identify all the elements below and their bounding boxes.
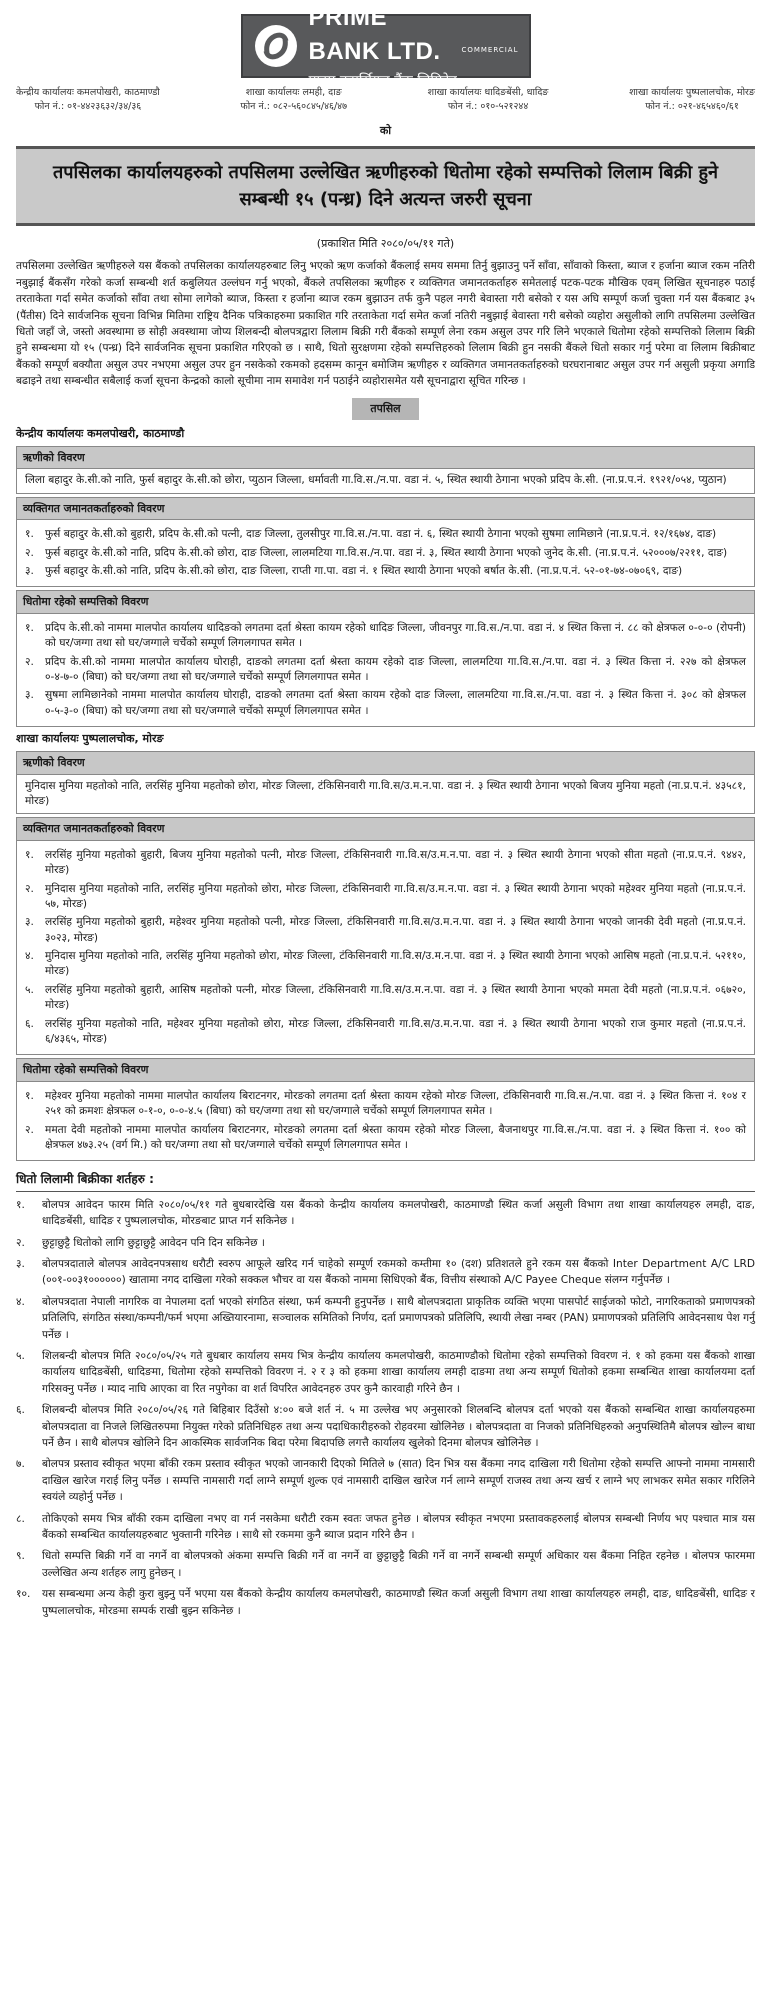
bank-logo — [241, 3, 531, 90]
condition-item — [16, 1586, 755, 1619]
guarantor-list — [16, 840, 755, 1055]
collateral-list — [16, 613, 755, 727]
published-date: (प्रकाशित मिति २०८०/०५/११ गते) — [316, 237, 455, 251]
item-text: महेश्वर मुनिया महतोको नाममा मालपोत कार्यालय बिराटनगर, मोरङको लगतमा दर्ता श्रेस्ता कायम रहेको मोरङ जिल्ला, टंकिसिनवारी गा.वि.स./न.पा. वडा नं. ३ स्थित कित्ता नं. १०४ र २५१ को क्रमशः क्षेत्रफल ०-१-०, ०-०-४.५ (बिघा) को घर/जग्गा तथा सो घर/जग्गाले चर्चेको सम्पूर्ण लिगलगापत समेत । — [45, 1089, 746, 1118]
list-item — [25, 655, 746, 686]
condition-item — [16, 1402, 755, 1451]
item-text: प्रदिप के.सी.को नाममा मालपोत कार्यालय घोराही, दाङको लगतमा दर्ता श्रेस्ता कायम रहेको दाङ जिल्ला, लालमटिया गा.वि.स./न.पा. वडा नं. ३ स्थित कित्ता नं. २२७ को क्षेत्रफल ०-४-७-० (बिघा) को घर/जग्गा तथा सो घर/जग्गाले चर्चेको सम्पूर्ण लिगलगापत समेत । — [45, 655, 746, 683]
item-text: फुर्स बहादुर के.सी.को बुहारी, प्रदिप के.सी.को पत्नी, दाङ जिल्ला, तुलसीपुर गा.वि.स./न.पा. वडा नं. ६, स्थित स्थायी ठेगाना भएको सुषमा लामिछाने (ना.प्र.प.नं. १२/१६७४, दाङ) — [45, 528, 717, 541]
borrower-text: लिला बहादुर के.सी.को नाति, फुर्स बहादुर के.सी.को छोरा, प्युठान जिल्ला, धर्मावती गा.वि.स./न.पा. वडा नं. ५, स्थित स्थायी ठेगाना भएको प्रदिप के.सी. (ना.प्र.प.नं. १९२१/०५४, प्युठान) — [25, 474, 727, 487]
item-number: ६. — [25, 1017, 34, 1030]
list-item — [25, 949, 746, 980]
condition-item — [16, 1456, 755, 1505]
item-text: बोलपत्रदाताले बोलपत्र आवेदनपत्रसाथ धरौटी स्वरुप आफूले खरिद गर्न चाहेको सम्पूर्ण रकमको कम्तीमा १० (दश) प्रतिशतले हुने रकम यस बैंकको Inter Department A/C LRD (००१-००३१००००००) खातामा नगद दाखिला गरेको सक्कल भौचर वा यस बैंकको नाममा सिधिएको बैंक, वित्तीय संस्थाको A/C Payee Cheque संलग्न गर्नुपर्नेछ । — [42, 1257, 755, 1287]
condition-item — [16, 1197, 755, 1230]
logo-name: PRiME BANK LTD. — [308, 3, 441, 66]
condition-item — [16, 1348, 755, 1397]
guarantor-heading: व्यक्तिगत जमानतकर्ताहरुको विवरण — [16, 497, 755, 520]
office-phone: फोन नं.: ०१-४४२३६३२/३४/३६ — [34, 101, 142, 113]
item-number: २. — [25, 655, 34, 668]
list-item — [25, 564, 746, 579]
list-item — [25, 983, 746, 1014]
office-lamahi — [240, 86, 347, 115]
item-text: लरसिंह मुनिया महतोको बुहारी, महेश्वर मुनिया महतोको पत्नी, मोरङ जिल्ला, टंकिसिनवारी गा.वि.स/उ.म.न.पा. वडा नं. ३ स्थित स्थायी ठेगाना भएको जानकी देवी महतो (ना.प्र.प.नं. ३०२३, मोरङ) — [45, 916, 746, 944]
item-number: १०. — [16, 1588, 31, 1601]
branch-central — [16, 426, 755, 727]
item-number: १. — [25, 1089, 34, 1102]
list-item — [25, 546, 746, 561]
item-text: शिलबन्दी बोलपत्र मिति २०८०/०५/२६ गते बिहिबार दिउँसो ४:०० बजे शर्त नं. ५ मा उल्लेख भए अनुसारको शिलबन्दि बोलपत्र दर्ता भएको यस बैंकको सम्बन्धित शाखा कार्यालयहरुमा बोलपत्रदाता वा निजले लिखितरुपमा नियुक्त गरेको प्रतिनिधिहरु तथा अन्य पदाधिकारीहरुको रोहवरमा खोलिनेछ । बोलपत्रदाता वा निजको प्रतिनिधिहरुको अनुपस्थितिमै बोलपत्र खोल्न बाधा पर्ने छैन । साथै बोलपत्र खोलिने दिन आकस्मिक सार्वजनिक बिदा परेमा बिदापछि लगत्तै कार्यालय खुलेको दिनमा बोलपत्र खोलिनेछ । — [42, 1404, 755, 1450]
logo-nepali: प्राइम कमर्सियल बैंक लिमिटेड — [308, 73, 457, 90]
conditions-list — [16, 1197, 755, 1619]
item-number: १. — [16, 1198, 25, 1211]
collateral-heading: धितोमा रहेको सम्पत्तिको विवरण — [16, 590, 755, 613]
office-phone: फोन नं.: ०८२-५६०८४५/४६/४७ — [240, 101, 348, 113]
item-number: ८. — [16, 1512, 25, 1525]
item-number: २. — [25, 882, 34, 895]
item-text: धितो सम्पत्ति बिक्री गर्ने वा नगर्ने वा बोलपत्रको अंकमा सम्पत्ति बिक्री गर्ने वा नगर्ने वा छुट्टाछुट्टै बिक्री गर्ने वा नगर्ने सम्बन्धी सम्पूर्ण अधिकार यस बैंकमा निहित रहनेछ । बोलपत्र फारममा उल्लेखित अन्य शर्तहरु लागु हुनेछन् । — [42, 1550, 755, 1579]
item-text: यस सम्बन्धमा अन्य केही कुरा बुझ्नु पर्ने भएमा यस बैंकको केन्द्रीय कार्यालय कमलपोखरी, काठमाण्डौ स्थित कर्जा असुली विभाग तथा शाखा कार्यालयहरु लमही, दाङ, धादिङबेंसी, धादिङ र पुष्पलालचोक, मोरङमा सम्पर्क राखी बुझ्न सकिनेछ । — [42, 1588, 755, 1617]
item-text: मुनिदास मुनिया महतोको नाति, लरसिंह मुनिया महतोको छोरा, मोरङ जिल्ला, टंकिसिनवारी गा.वि.स/उ.म.न.पा. वडा नं. ३ स्थित स्थायी ठेगाना भएको आसिष महतो (ना.प्र.प.नं. ५२११०, मोरङ) — [45, 950, 746, 978]
item-number: ७. — [16, 1458, 25, 1471]
item-number: ३. — [16, 1257, 25, 1270]
tapsil-wrap — [16, 398, 755, 420]
item-number: ४. — [25, 950, 34, 963]
list-item — [25, 688, 746, 719]
guarantor-list — [16, 519, 755, 587]
condition-item — [16, 1511, 755, 1544]
list-item — [25, 621, 746, 652]
list-item — [25, 527, 746, 542]
item-text: मुनिदास मुनिया महतोको नाति, लरसिंह मुनिया महतोको छोरा, मोरङ जिल्ला, टंकिसिनवारी गा.वि.स/उ.म.न.पा. वडा नं. ३ स्थित स्थायी ठेगाना भएको महेश्वर मुनिया महतो (ना.प्र.प.नं. ५७, मोरङ) — [45, 882, 746, 911]
item-number: २. — [16, 1236, 25, 1249]
list-item — [25, 882, 746, 913]
borrower-details — [16, 774, 755, 815]
item-number: २. — [25, 1123, 34, 1136]
item-text: छुट्टाछुट्टै धितोको लागि छुट्टाछुट्टै आवेदन पनि दिन सकिनेछ । — [42, 1236, 265, 1249]
item-number: ६. — [16, 1404, 25, 1417]
item-text: बोलपत्रदाता नेपाली नागरिक वा नेपालमा दर्ता भएको संगठित संस्था, फर्म कम्पनी हुनुपर्नेछ । साथै बोलपत्रदाता प्राकृतिक व्यक्ति भएमा पासपोर्ट साईजको फोटो, नागरिकताको प्रमाणपत्रको प्रतिलिपि, संगठित संस्था/कम्पनी/फर्म भएमा अख्तियारनामा, सञ्चालक समितिको निर्णय, दर्ता प्रमाणपत्रको प्रतिलिपि, स्थायी लेखा नम्बर (PAN) प्रमाणपत्रको प्रतिलिपि आवेदनसाथ पेश गर्नु पर्नेछ । — [42, 1295, 755, 1341]
item-text: बोलपत्र प्रस्ताव स्वीकृत भएमा बाँकी रकम प्रस्ताव स्वीकृत भएको जानकारी दिएको मितिले ७ (सात) दिन भित्र यस बैंकमा नगद दाखिला गरी धितोमा रहेको सम्पत्ति आफ्नो नाममा नामसारी दाखिल खारेज गराई लिनु पर्नेछ । सम्पत्ति नामसारी गर्दा लाग्ने सम्पूर्ण शुल्क एवं नामसारी दाखिल खारेज गर्न लाग्ने सम्पूर्ण राजस्व तथा अन्य खर्च र लाग्ने भए लाभकर समेत सकार गरिलिने स्वयंले व्यहोर्नु पर्नेछ । — [42, 1458, 756, 1504]
condition-item — [16, 1235, 755, 1251]
office-name: शाखा कार्यालयः पुष्पलालचोक, मोरङ — [629, 87, 755, 98]
item-number: ५. — [25, 983, 34, 996]
list-item — [25, 848, 746, 879]
item-number: २. — [25, 546, 34, 559]
office-phone: फोन नं.: ०२१-४६५४६०/६१ — [645, 101, 739, 113]
item-text: लरसिंह मुनिया महतोको नाति, महेश्वर मुनिया महतोको छोरा, मोरङ जिल्ला, टंकिसिनवारी गा.वि.स/उ.म.न.पा. वडा नं. ३ स्थित स्थायी ठेगाना भएको राज कुमार महतो (ना.प्र.प.नं. ६/४३६५, मोरङ) — [45, 1017, 746, 1045]
item-text: लरसिंह मुनिया महतोको बुहारी, बिजय मुनिया महतोको पत्नी, मोरङ जिल्ला, टंकिसिनवारी गा.वि.स/उ.म.न.पा. वडा नं. ३ स्थित स्थायी ठेगाना भएको सीता महतो (ना.प्र.प.नं. ९४४२, मोरङ) — [45, 848, 746, 877]
addressee: को — [379, 123, 392, 137]
collateral-heading: धितोमा रहेको सम्पत्तिको विवरण — [16, 1058, 755, 1081]
item-number: १. — [25, 848, 34, 861]
borrower-heading: ऋणीको विवरण — [16, 446, 755, 469]
item-number: ५. — [16, 1349, 25, 1362]
item-number: १. — [25, 621, 34, 634]
office-name: शाखा कार्यालयः धादिङबेंसी, धादिङ — [427, 87, 549, 98]
logo-wrap — [16, 3, 755, 90]
item-number: १. — [25, 528, 34, 541]
item-text: फुर्स बहादुर के.सी.को नाति, प्रदिप के.सी.को छोरा, दाङ जिल्ला, राप्ती गा.पा. वडा नं. १ स्थित स्थायी ठेगाना भएको बर्षात के.सी. (ना.प्र.प.नं. ५२-०१-७४-०७०६९, दाङ) — [45, 564, 683, 577]
borrower-details — [16, 468, 755, 493]
office-dhading — [428, 86, 549, 115]
item-text: फुर्स बहादुर के.सी.को नाति, प्रदिप के.सी.को छोरा, दाङ जिल्ला, लालमटिया गा.वि.स./न.पा. वडा नं. ३, स्थित स्थायी ठेगाना भएको जुनेद के.सी. (ना.प्र.प.नं. ५२०००७/२२११, दाङ) — [45, 546, 728, 559]
condition-item — [16, 1256, 755, 1289]
borrower-heading: ऋणीको विवरण — [16, 751, 755, 774]
item-text: सुषमा लामिछानेको नाममा मालपोत कार्यालय घोराही, दाङको लगतमा दर्ता श्रेस्ता कायम रहेको दाङ जिल्ला, लालमटिया गा.वि.स./न.पा. वडा नं. ३ स्थित कित्ता नं. ३०८ को क्षेत्रफल ०-५-३-० (बिघा) को घर/जग्गा तथा सो घर/जग्गाले चर्चेको सम्पूर्ण लिगलगापत समेत । — [45, 689, 746, 717]
notice-title: तपसिलका कार्यालयहरुको तपसिलमा उल्लेखित ऋणीहरुको धितोमा रहेको सम्पत्तिको लिलाम बिक्री हुने सम्बन्धी १५ (पन्ध्र) दिने अत्यन्त जरुरी सूचना — [16, 146, 755, 226]
collateral-list — [16, 1081, 755, 1161]
item-text: ममता देवी महतोको नाममा मालपोत कार्यालय बिराटनगर, मोरङको लगतमा दर्ता श्रेस्ता कायम रहेको मोरङ जिल्ला, बैजनाथपुर गा.वि.स./न.पा. वडा नं. ३ स्थित कित्ता नं. १०० को क्षेत्रफल ४७३.२५ (वर्ग मि.) को घर/जग्गा तथा सो घर/जग्गाले चर्चेको सम्पूर्ण लिगलगापत समेत । — [45, 1123, 746, 1151]
office-name: केन्द्रीय कार्यालयः कमलपोखरी, काठमाण्डौ — [16, 87, 160, 98]
branch-morang — [16, 731, 755, 1161]
item-number: ९. — [16, 1550, 25, 1563]
guarantor-heading: व्यक्तिगत जमानतकर्ताहरुको विवरण — [16, 817, 755, 840]
branch-title: केन्द्रीय कार्यालयः कमलपोखरी, काठमाण्डौ — [16, 426, 185, 440]
item-number: ३. — [25, 916, 34, 929]
condition-item — [16, 1548, 755, 1581]
list-item — [25, 1089, 746, 1120]
list-item — [25, 1017, 746, 1048]
item-number: ४. — [16, 1295, 25, 1308]
conditions-title: धितो लिलामी बिक्रीका शर्तहरु : — [16, 1171, 755, 1191]
prime-bank-emblem-icon — [253, 23, 299, 69]
item-text: बोलपत्र आवेदन फारम मिति २०८०/०५/११ गते बुधबारदेखि यस बैंकको केन्द्रीय कार्यालय कमलपोखरी, काठमाण्डौ स्थित कर्जा असुली विभाग तथा शाखा कार्यालयहरु लमही, दाङ, धादिङबेंसी, धादिङ र पुष्पलालचोक, मोरङबाट प्राप्त गर्न सकिनेछ । — [42, 1198, 755, 1228]
office-central — [16, 86, 160, 115]
branch-title: शाखा कार्यालयः पुष्पलालचोक, मोरङ — [16, 732, 164, 746]
item-text: लरसिंह मुनिया महतोको बुहारी, आसिष महतोको पत्नी, मोरङ जिल्ला, टंकिसिनवारी गा.वि.स/उ.म.न.पा. वडा नं. ३ स्थित स्थायी ठेगाना भएको ममता देवी महतो (ना.प्र.प.नं. ०६७२०, मोरङ) — [45, 983, 746, 1012]
office-phone: फोन नं.: ०१०-५२१२४४ — [447, 101, 529, 113]
item-number: ३. — [25, 689, 34, 702]
item-text: शिलबन्दी बोलपत्र मिति २०८०/०५/२५ गते बुधबार कार्यालय समय भित्र केन्द्रीय कार्यालय कमलपोखरी, काठमाण्डौको धितोमा रहेको सम्पत्तिको विवरण नं. १ को हकमा यस बैंकको शाखा कार्यालय धादिङबेंसी, धादिङमा, धितोमा रहेको सम्पत्तिको विवरण नं. २ र ३ को हकमा शाखा कार्यालय लमही दाङमा तथा अन्य सम्पूर्ण धितोको हकमा सम्बन्धित शाखा कार्यालयमा दर्ता गरिसक्नु पर्नेछ । म्याद नाघि आएका वा रित नपुगेका वा शर्त विपरित आवेदनहरु उपर कुनै कारवाही गरिने छैन । — [42, 1349, 755, 1395]
condition-item — [16, 1294, 755, 1343]
office-name: शाखा कार्यालयः लमही, दाङ — [245, 87, 342, 98]
item-text: प्रदिप के.सी.को नाममा मालपोत कार्यालय धादिङको लगतमा दर्ता श्रेस्ता कायम रहेको धादिङ जिल्ला, जीवनपुर गा.वि.स./न.पा. वडा नं. ४ स्थित कित्ता नं. ८८ को क्षेत्रफल ०-०-० (रोपनी) को घर/जग्गा तथा सो घर/जग्गाले चर्चेको सम्पूर्ण लिगलगापत समेत । — [45, 621, 746, 650]
list-item — [25, 1123, 746, 1154]
office-morang — [629, 86, 755, 115]
tapsil-label: तपसिल — [352, 398, 418, 420]
item-text: तोकिएको समय भित्र बाँकी रकम दाखिला नभए वा गर्न नसकेमा धरौटी रकम स्वतः जफत हुनेछ । बोलपत्र स्वीकृत नभएमा प्रस्तावकहरुलाई बोलपत्र सम्बन्धी निर्णय भए पश्चात मात्र यस बैंकको सम्बन्धित कार्यालयहरुबाट भुक्तानी गरिनेछ । साथै सो रकममा कुनै ब्याज प्रदान गरिने छैन । — [42, 1512, 755, 1542]
logo-commercial: COMMERCIAL — [461, 46, 519, 55]
item-number: ३. — [25, 564, 34, 577]
borrower-text: मुनिदास मुनिया महतोको नाति, लरसिंह मुनिया महतोको छोरा, मोरङ जिल्ला, टंकिसिनवारी गा.वि.स/उ.म.न.पा. वडा नं. ३ स्थित स्थायी ठेगाना भएको बिजय मुनिया महतो (ना.प्र.प.नं. ४३५८१, मोरङ) — [25, 779, 746, 807]
list-item — [25, 915, 746, 946]
intro-paragraph: तपसिलमा उल्लेखित ऋणीहरुले यस बैंकको तपसिलका कार्यालयहरुबाट लिनु भएको ऋण कर्जाको बैंकलाई समय सममा तिर्नु बुझाउनु पर्ने साँवा, साँवाको किस्ता, ब्याज र हर्जाना ब्याज रकम नतिरी नबुझाई बैंकसँग गरेको कर्जा सम्बन्धी शर्त कबुलियत उल्लंघन गर्नु भएको, बैंकले तपसिलका ऋणीहरु र व्यक्तिगत जमानतकर्ताहरु समेतलाई पटक-पटक मौखिक एवम् लिखित सूचनाहरु पठाई तरताकेता गर्दा समेत कर्जाको साँवा तथा सोमा लागेको ब्याज, किस्ता र हर्जाना ब्याज रकम बुझाउन तर्फ कुनै पहल नगरी बेवास्ता गरी बसेको र यस अघि सम्पूर्ण कर्जा चुक्ता गर्न यस बैंकबाट ३५ (पैंतीस) दिने सार्वजनिक सूचना विभिन्न मितिमा राष्ट्रिय दैनिक पत्रिकाहरुमा प्रकाशित गरि तरताकेता गर्दा समेत कर्जा नतिरी नबुझाई बेवास्ता गरी बसेको व्यहोरा असुलीको लागि तपसिलमा उल्लेखित धितो जहाँ जे, जस्तो अवस्थामा छ सोही अवस्थामा जोप्य शिलबन्दी बोलपत्रद्वारा लिलाम बिक्री गरी बैंकको सम्पूर्ण लेना रकम असुल उपर गरि लिने भएकाले धितोमा रहेको सम्पत्तिको लिलाम बिक्री हुने सम्बन्धमा यो १५ (पन्ध्र) दिने सार्वजनिक सूचना प्रकाशित गरिएको छ । साथै, धितो सुरक्षणमा रहेको सम्पत्तिहरुको लिलाम बिक्री हुन नसकी बैंकले धितो सकार गर्नु परेमा वा लिलाम बिक्रीबाट बैंकको सम्पूर्ण बक्यौता असुल उपर नभएमा असुल उपर हुन नसकेको रकमको हदसम्म कानून बमोजिम ऋणीहरु र व्यक्तिगत जमानतकर्ताहरुको घरघरानाबाट असुल उपर गर्न असुली प्रकृया अगाडि बढाइने तथा सम्बन्धीत सबैलाई कर्जा सूचना केन्द्रको कालो सूचीमा नाम समावेश गर्न पठाईने व्यहोरासमेत यसै सूचनाद्वारा सूचित गरिन्छ । — [16, 260, 755, 388]
